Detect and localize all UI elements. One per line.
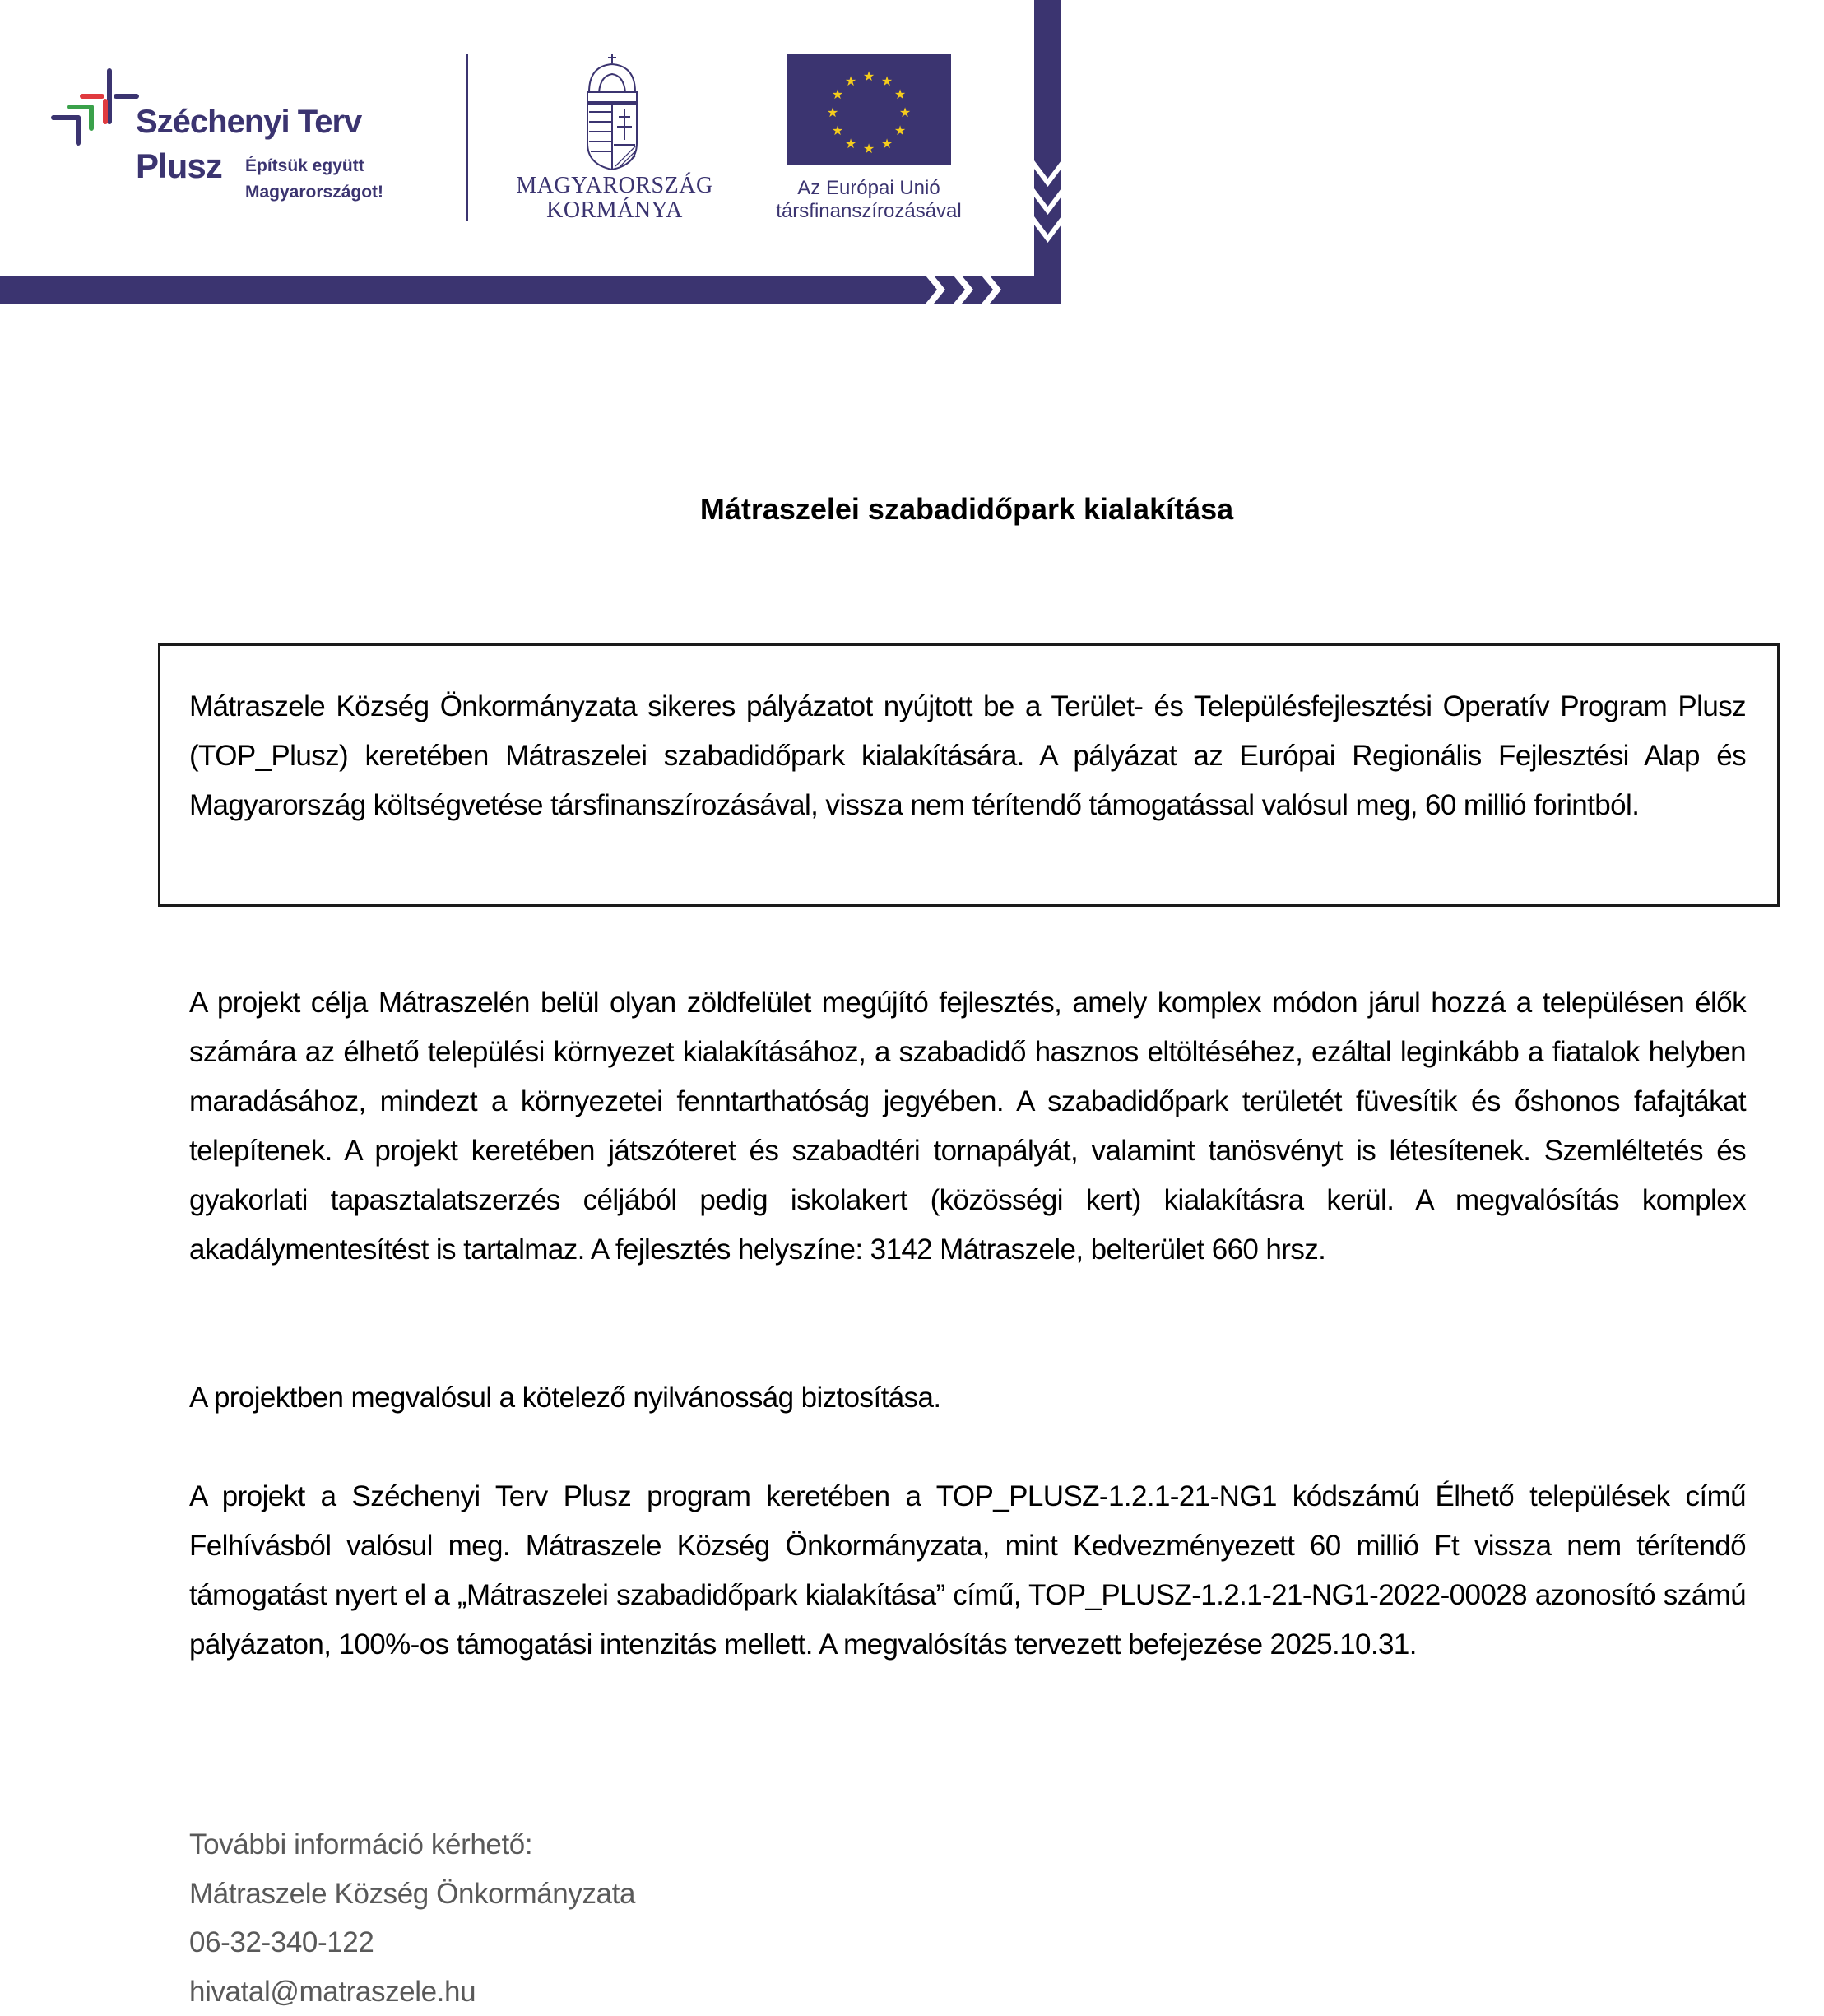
header-frame-right-bar [1034, 0, 1061, 304]
eu-stars-icon [787, 54, 951, 165]
szechenyi-tagline-1: Építsük együtt [245, 156, 364, 175]
svg-text:★: ★ [893, 86, 907, 102]
contact-organization: Mátraszele Község Önkormányzata [189, 1877, 636, 1910]
svg-text:★: ★ [826, 105, 839, 120]
contact-heading: További információ kérhető: [189, 1828, 533, 1860]
contact-block [189, 1820, 635, 2016]
frame-corner-gap [1010, 247, 1034, 276]
svg-text:★: ★ [844, 73, 857, 89]
contact-phone: 06-32-340-122 [189, 1926, 374, 1958]
chevron-right-icon [926, 276, 1016, 304]
eu-logo-line1: Az Európai Unió [797, 177, 940, 199]
szechenyi-cross-logo-icon [51, 66, 142, 148]
szechenyi-tagline-2: Magyarországot! [245, 183, 384, 202]
publicity-paragraph: A projektben megvalósul a kötelező nyilvánosság biztosítása. [189, 1382, 941, 1414]
logo-separator [466, 54, 468, 221]
szechenyi-logo-title: Széchenyi Terv [136, 104, 362, 140]
funding-details-paragraph: A projekt a Széchenyi Terv Plusz program keretében a TOP_PLUSZ-1.2.1-21-NG1 kódszámú Élhető települések című Felhívásból valósul meg. Mátraszele Község Önkormányzata, mint Kedvezményezett 60 millió Ft vissza nem térítendő támogatást nyert el a „Mátraszelei szabadidőpark kialakítása” című, TOP_PLUSZ-1.2.1-21-NG1-2022-00028 azonosító számú pályázaton, 100%-os támogatási intenzitás mellett. A megvalósítás tervezett befejezése 2025.10.31. [189, 1480, 1746, 1661]
summary-paragraph: Mátraszele Község Önkormányzata sikeres pályázatot nyújtott be a Terület- és Településfejlesztési Operatív Program Plusz (TOP_Plusz) keretében Mátraszelei szabadidőpark kialakítására. A pályázat az Európai Regionális Fejlesztési Alap és Magyarország költségvetése társfinanszírozásával, vissza nem térítendő támogatással valósul meg, 60 millió forintból. [189, 690, 1746, 821]
document-title: Mátraszelei szabadidőpark kialakítása [699, 492, 1234, 526]
svg-text:★: ★ [862, 68, 875, 84]
szechenyi-logo-plusz: Plusz [136, 146, 222, 185]
government-logo-line2: KORMÁNYA [546, 197, 683, 223]
coat-of-arms-icon [582, 53, 642, 172]
svg-text:★: ★ [880, 73, 893, 89]
header-frame-bottom-bar [0, 276, 1061, 304]
svg-text:★: ★ [831, 123, 844, 138]
svg-text:★: ★ [880, 136, 893, 151]
chevron-down-icon [1034, 160, 1061, 251]
svg-text:★: ★ [831, 86, 844, 102]
government-logo-line1: MAGYARORSZÁG [516, 173, 713, 198]
contact-email: hivatal@matraszele.hu [189, 1975, 476, 2008]
project-goal-paragraph: A projekt célja Mátraszelén belül olyan zöldfelület megújító fejlesztés, amely komplex módon járul hozzá a településen élők számára az élhető települési környezet kialakításához, a szabadidő hasznos eltöltéséhez, ezáltal leginkább a fiatalok helyben maradásához, mindezt a környezetei fenntarthatóság jegyében. A szabadidőpark területét füvesítik és őshonos fafajtákat telepítenek. A projekt keretében játszóteret és szabadtéri tornapályát, valamint tanösvényt is létesítenek. Szemléltetés és gyakorlati tapasztalatszerzés céljából pedig iskolakert (közösségi kert) kialakításra kerül. A megvalósítás komplex akadálymentesítést is tartalmaz. A fejlesztés helyszíne: 3142 Mátraszele, belterület 660 hrsz. [189, 987, 1746, 1266]
eu-logo-line2: társfinanszírozásával [776, 200, 962, 222]
svg-text:★: ★ [862, 141, 875, 156]
svg-text:★: ★ [898, 105, 912, 120]
svg-text:★: ★ [893, 123, 907, 138]
svg-text:★: ★ [844, 136, 857, 151]
eu-flag [787, 54, 951, 165]
